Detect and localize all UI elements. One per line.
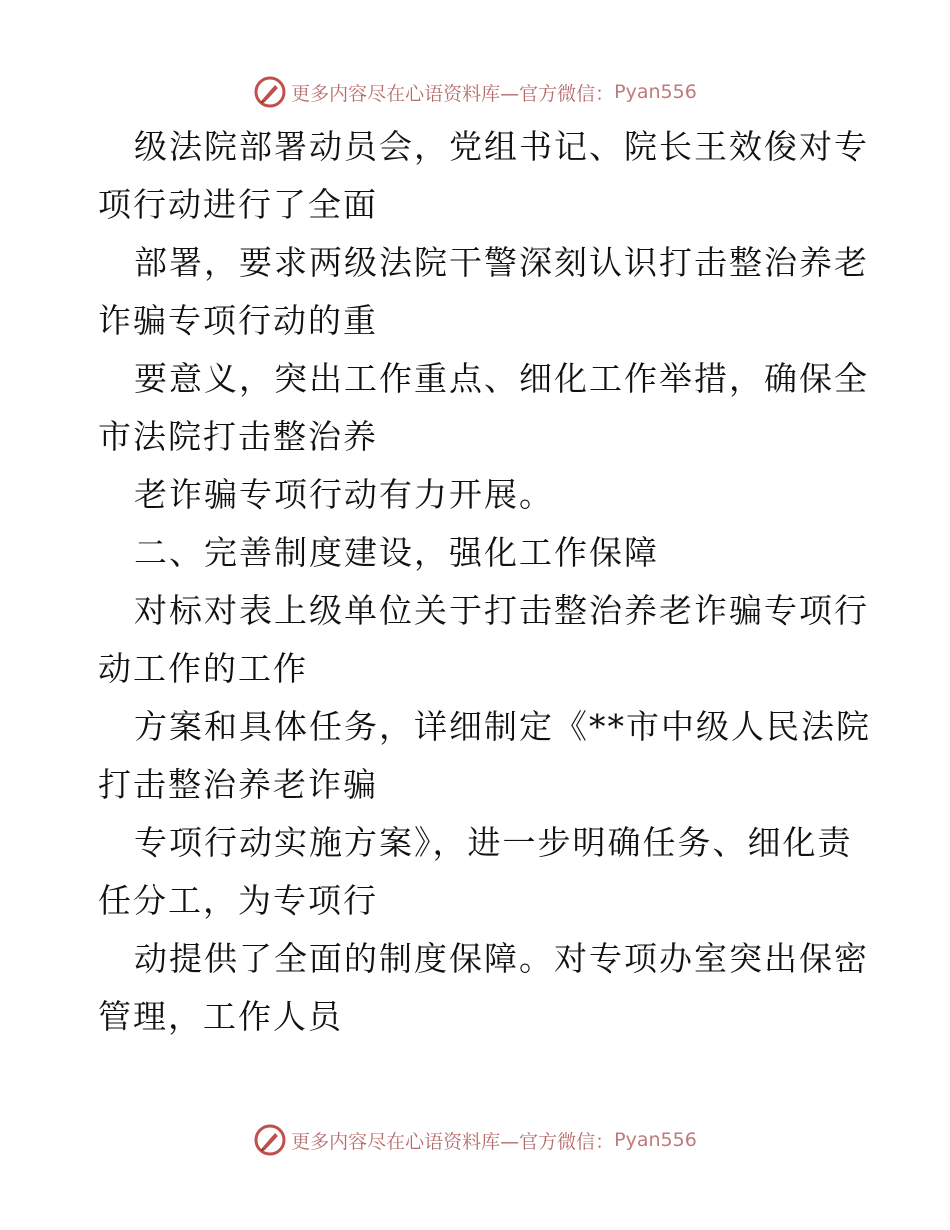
pen-logo-icon (253, 1123, 287, 1157)
body-line: 要意义，突出工作重点、细化工作举措，确保全 (134, 359, 869, 398)
document-body (98, 118, 871, 1046)
body-line: 方案和具体任务，详细制定《**市中级人民法院 (134, 707, 871, 746)
body-line: 老诈骗专项行动有力开展。 (134, 475, 554, 514)
body-line: 级法院部署动员会，党组书记、院长王效俊对专 (134, 127, 869, 166)
body-line: 打击整治养老诈骗 (98, 765, 378, 804)
watermark-text: 更多内容尽在心语资料库—官方微信： (291, 1130, 615, 1153)
body-line: 项行动进行了全面 (98, 185, 378, 224)
body-line: 任分工，为专项行 (98, 881, 378, 920)
body-line: 对标对表上级单位关于打击整治养老诈骗专项行 (134, 591, 869, 630)
section-heading: 二、完善制度建设，强化工作保障 (134, 533, 659, 572)
body-line: 市法院打击整治养 (98, 417, 378, 456)
body-line: 部署，要求两级法院干警深刻认识打击整治养老 (134, 243, 869, 282)
footer-watermark (0, 1120, 950, 1160)
watermark-wechat-id: Pyan556 (614, 1129, 697, 1151)
watermark-text: 更多内容尽在心语资料库—官方微信： (291, 82, 615, 105)
header-watermark (0, 72, 950, 112)
body-line: 动提供了全面的制度保障。对专项办室突出保密 (134, 939, 869, 978)
body-line: 专项行动实施方案》，进一步明确任务、细化责 (134, 823, 853, 862)
watermark-wechat-id: Pyan556 (614, 81, 697, 103)
body-line: 动工作的工作 (98, 649, 308, 688)
body-line: 诈骗专项行动的重 (98, 301, 378, 340)
body-line: 管理，工作人员 (98, 997, 343, 1036)
pen-logo-icon (253, 75, 287, 109)
